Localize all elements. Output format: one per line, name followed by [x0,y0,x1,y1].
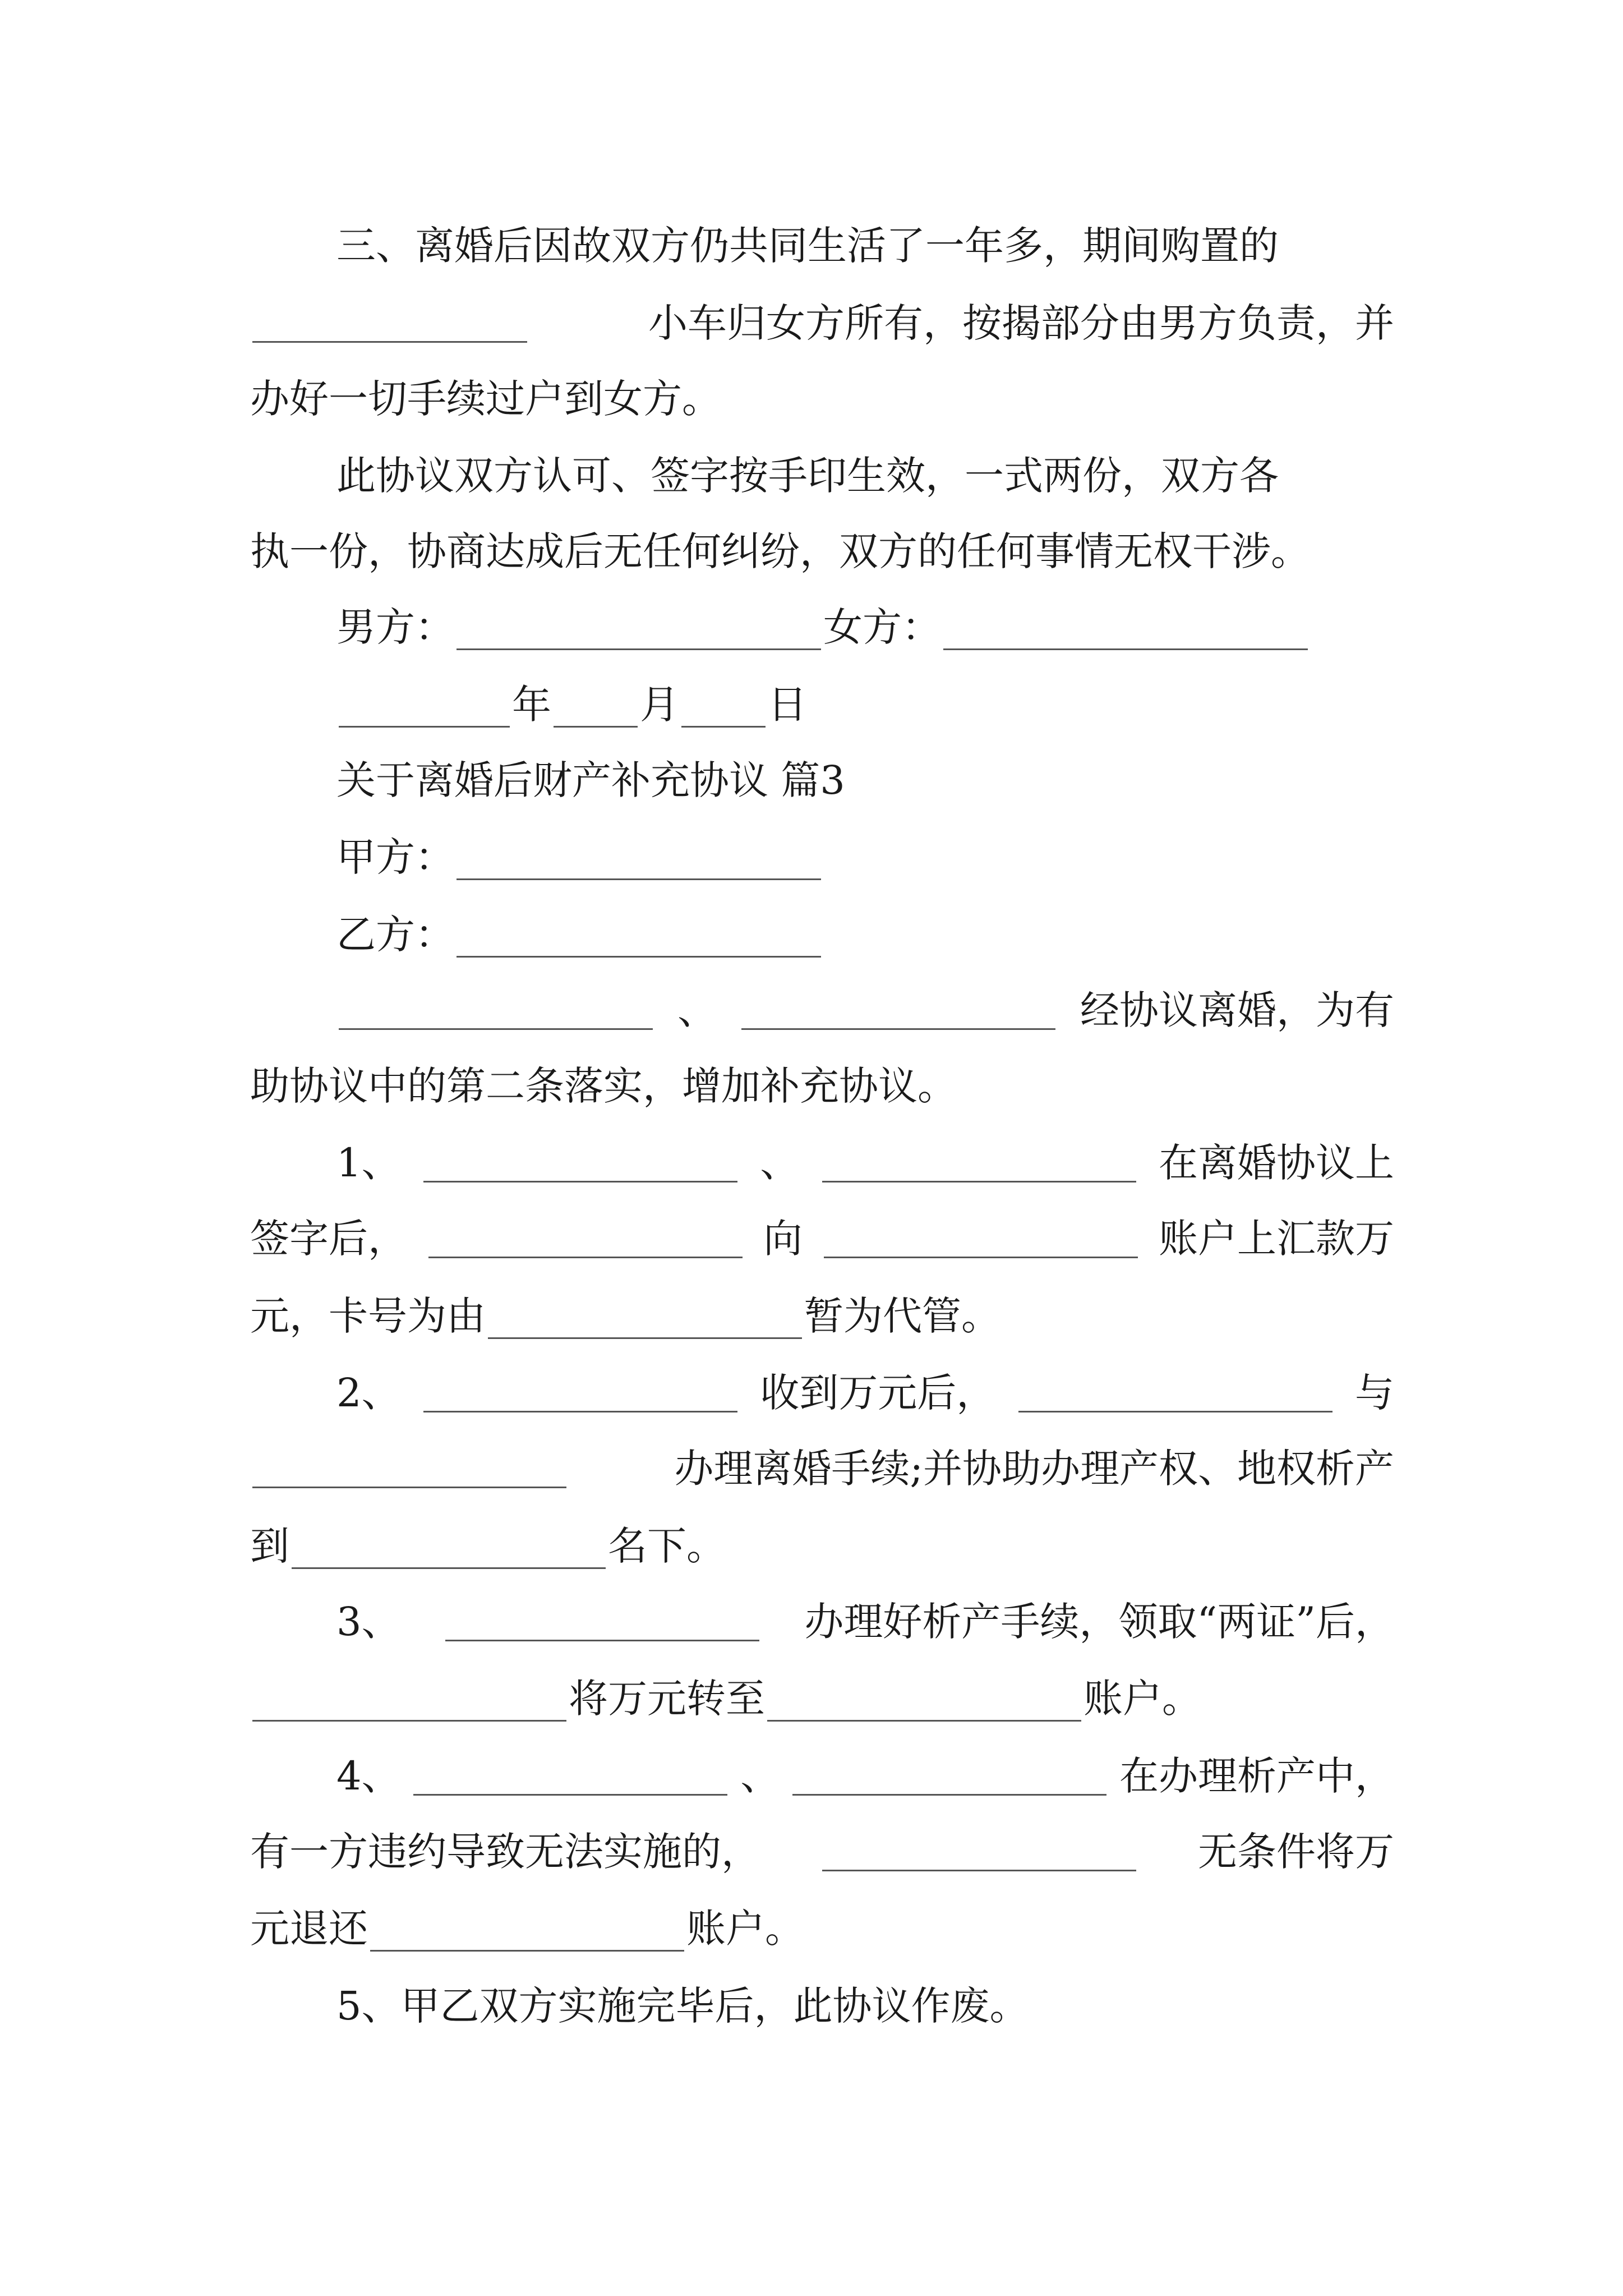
intro-line-2 [250,1048,1394,1124]
intro-text-1: 经协议离婚，为有 [1080,987,1394,1033]
para-3-line-2 [250,285,1394,361]
item-3-text-1: 办理好析产手续，领取“两证”后， [804,1599,1394,1645]
para-4-line-2 [250,513,1394,590]
male-label: 男方： [336,604,454,650]
item-1-line-2 [250,1200,1394,1277]
item-3-line-2 [250,1660,1394,1737]
para-3-text-2: 小车归女方所有，按揭部分由男方负责，并 [648,300,1394,346]
year-blank [339,689,510,728]
item-4-blank-1 [413,1757,727,1796]
item-2-blank-1 [423,1374,737,1412]
para-3-line-1 [336,208,1394,284]
item-2-blank-2 [1018,1374,1332,1412]
item-3-number: 3、 [336,1599,401,1645]
item-2-text-1b: 与 [1354,1370,1394,1416]
item-1-blank-2 [822,1144,1136,1182]
female-label: 女方： [823,604,941,650]
item-2-text-3a: 到 [250,1523,289,1569]
car-blank [252,304,527,343]
item-3-blank-3 [767,1683,1081,1722]
item-1-blank-1 [423,1144,737,1182]
para-3-text-3: 办好一切手续过户到女方。 [250,376,721,422]
para-3-line-3 [250,361,1394,437]
item-2-blank-4 [292,1530,606,1569]
item-1-blank-5 [488,1300,802,1339]
month-blank [554,689,638,728]
item-2-line-1 [336,1355,1394,1431]
item-2-line-2 [250,1430,1394,1507]
item-1-text-3b: 暂为代管。 [804,1293,1000,1339]
party-a-label: 甲方： [336,834,454,880]
party-b-label: 乙方： [336,912,454,958]
item-3-line-1 [336,1584,1394,1660]
item-4-blank-4 [370,1913,684,1952]
item-4-line-2 [250,1814,1394,1890]
male-signature-blank [457,611,821,650]
item-5-text: 5、甲乙双方实施完毕后，此协议作废。 [336,1983,1029,2029]
item-5-line [336,1968,1394,2044]
item-4-number: 4、 [336,1753,401,1799]
item-1-text-2b: 向 [763,1216,803,1262]
item-3-text-2b: 账户。 [1083,1676,1201,1722]
item-4-separator: 、 [740,1753,780,1799]
intro-separator: 、 [677,987,717,1033]
item-2-text-3b: 名下。 [608,1523,726,1569]
item-4-text-1: 在办理析产中， [1119,1753,1394,1799]
item-2-blank-3 [252,1450,566,1488]
item-2-number: 2、 [336,1370,401,1416]
item-4-text-2a: 有一方违约导致无法实施的， [250,1829,760,1875]
day-label: 日 [768,682,807,728]
year-label: 年 [512,682,551,728]
day-blank [681,689,766,728]
intro-blank-1 [339,991,653,1030]
item-3-blank-2 [252,1683,566,1722]
para-3-text-1: 三、离婚后因故双方仍共同生活了一年多，期间购置的 [336,223,1279,269]
female-signature-blank [943,611,1308,650]
item-4-blank-3 [822,1833,1136,1871]
item-4-text-3b: 账户。 [686,1906,804,1952]
date-line [336,666,1394,743]
item-4-text-2b: 无条件将万 [1198,1829,1394,1875]
para-4-line-1 [336,438,1394,514]
item-1-line-3 [250,1278,1394,1354]
intro-blank-2 [741,991,1055,1030]
item-1-blank-4 [824,1220,1138,1258]
item-4-line-3 [250,1890,1394,1967]
intro-text-2: 助协议中的第二条落实，增加补充协议。 [250,1063,957,1109]
para-4-text-2: 执一份，协商达成后无任何纠纷，双方的任何事情无权干涉。 [250,528,1310,574]
item-1-text-2a: 签字后， [250,1216,407,1262]
party-b-blank [457,919,821,958]
section-3-heading [336,742,1394,818]
item-1-blank-3 [428,1220,743,1258]
item-2-text-2: 办理离婚手续;并协助办理产权、地权析产 [674,1446,1394,1492]
signature-line [336,589,1394,665]
item-1-text-2c: 账户上汇款万 [1159,1216,1394,1262]
item-4-line-1 [336,1738,1394,1814]
item-1-number: 1、 [336,1140,401,1186]
item-1-line-1 [336,1125,1394,1201]
item-1-separator: 、 [760,1140,800,1186]
section-3-heading-text: 关于离婚后财产补充协议 篇3 [336,757,845,803]
intro-line-1 [336,972,1394,1048]
month-label: 月 [640,682,679,728]
item-2-text-1a: 收到万元后， [760,1370,996,1416]
item-2-line-3 [250,1508,1394,1584]
item-4-text-3a: 元退还 [250,1906,368,1952]
item-3-text-2a: 将万元转至 [569,1676,765,1722]
item-4-blank-2 [792,1757,1106,1796]
item-1-text-3a: 元，卡号为由 [250,1293,486,1339]
party-a-line [336,819,1394,895]
item-3-blank-1 [445,1603,759,1641]
party-b-line [336,896,1394,973]
party-a-blank [457,841,821,880]
item-1-text-1: 在离婚协议上 [1158,1140,1394,1186]
para-4-text-1: 此协议双方认可、签字按手印生效，一式两份，双方各 [336,453,1279,499]
